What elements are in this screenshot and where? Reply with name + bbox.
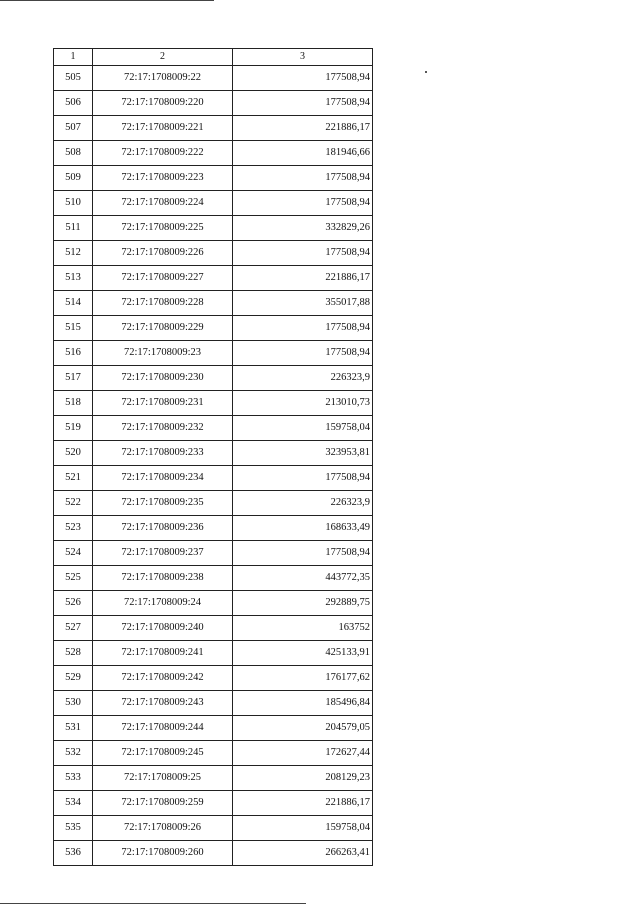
bottom-scan-rule <box>0 903 306 904</box>
value-cell: 172627,44 <box>233 741 373 766</box>
value-cell: 226323,9 <box>233 366 373 391</box>
table-row <box>54 191 373 216</box>
row-number-cell: 515 <box>54 316 93 341</box>
value-cell: 181946,66 <box>233 141 373 166</box>
cadastral-number-cell: 72:17:1708009:236 <box>93 516 233 541</box>
table-row <box>54 691 373 716</box>
cadastral-number-cell: 72:17:1708009:220 <box>93 91 233 116</box>
table-header <box>54 49 373 66</box>
value-cell: 163752 <box>233 616 373 641</box>
value-cell: 177508,94 <box>233 191 373 216</box>
table-row <box>54 316 373 341</box>
value-cell: 177508,94 <box>233 466 373 491</box>
cadastral-number-cell: 72:17:1708009:223 <box>93 166 233 191</box>
value-cell: 226323,9 <box>233 491 373 516</box>
cadastral-number-cell: 72:17:1708009:227 <box>93 266 233 291</box>
value-cell: 443772,35 <box>233 566 373 591</box>
table-row <box>54 366 373 391</box>
cadastral-number-cell: 72:17:1708009:231 <box>93 391 233 416</box>
row-number-cell: 510 <box>54 191 93 216</box>
cadastral-number-cell: 72:17:1708009:222 <box>93 141 233 166</box>
row-number-cell: 520 <box>54 441 93 466</box>
table-row <box>54 91 373 116</box>
row-number-cell: 529 <box>54 666 93 691</box>
value-cell: 168633,49 <box>233 516 373 541</box>
row-number-cell: 532 <box>54 741 93 766</box>
table-row <box>54 466 373 491</box>
table-row <box>54 766 373 791</box>
value-cell: 292889,75 <box>233 591 373 616</box>
row-number-cell: 505 <box>54 66 93 91</box>
value-cell: 221886,17 <box>233 791 373 816</box>
row-number-cell: 509 <box>54 166 93 191</box>
table-row <box>54 416 373 441</box>
row-number-cell: 522 <box>54 491 93 516</box>
table-row <box>54 641 373 666</box>
value-cell: 177508,94 <box>233 66 373 91</box>
table-row <box>54 291 373 316</box>
row-number-cell: 508 <box>54 141 93 166</box>
cadastral-number-cell: 72:17:1708009:229 <box>93 316 233 341</box>
table-row <box>54 391 373 416</box>
row-number-cell: 516 <box>54 341 93 366</box>
row-number-cell: 536 <box>54 841 93 866</box>
value-cell: 208129,23 <box>233 766 373 791</box>
table-row <box>54 841 373 866</box>
value-cell: 221886,17 <box>233 266 373 291</box>
cadastral-number-cell: 72:17:1708009:244 <box>93 716 233 741</box>
cadastral-number-cell: 72:17:1708009:260 <box>93 841 233 866</box>
table-row <box>54 141 373 166</box>
table-row <box>54 666 373 691</box>
row-number-cell: 514 <box>54 291 93 316</box>
cadastral-number-cell: 72:17:1708009:259 <box>93 791 233 816</box>
value-cell: 221886,17 <box>233 116 373 141</box>
value-cell: 185496,84 <box>233 691 373 716</box>
cadastral-number-cell: 72:17:1708009:243 <box>93 691 233 716</box>
table-row <box>54 516 373 541</box>
value-cell: 332829,26 <box>233 216 373 241</box>
value-cell: 159758,04 <box>233 416 373 441</box>
top-scan-rule <box>0 0 214 1</box>
table-row <box>54 566 373 591</box>
cadastral-number-cell: 72:17:1708009:233 <box>93 441 233 466</box>
table-row <box>54 441 373 466</box>
row-number-cell: 526 <box>54 591 93 616</box>
row-number-cell: 527 <box>54 616 93 641</box>
row-number-cell: 528 <box>54 641 93 666</box>
value-cell: 177508,94 <box>233 316 373 341</box>
column-header-3: 3 <box>233 49 373 66</box>
cadastral-number-cell: 72:17:1708009:25 <box>93 766 233 791</box>
value-cell: 177508,94 <box>233 341 373 366</box>
table-row <box>54 66 373 91</box>
cadastral-number-cell: 72:17:1708009:237 <box>93 541 233 566</box>
table-row <box>54 241 373 266</box>
cadastral-number-cell: 72:17:1708009:26 <box>93 816 233 841</box>
row-number-cell: 525 <box>54 566 93 591</box>
value-cell: 213010,73 <box>233 391 373 416</box>
row-number-cell: 534 <box>54 791 93 816</box>
row-number-cell: 535 <box>54 816 93 841</box>
table-row <box>54 541 373 566</box>
cadastral-number-cell: 72:17:1708009:245 <box>93 741 233 766</box>
cadastral-value-table <box>53 48 373 866</box>
table-row <box>54 266 373 291</box>
row-number-cell: 512 <box>54 241 93 266</box>
row-number-cell: 524 <box>54 541 93 566</box>
value-cell: 323953,81 <box>233 441 373 466</box>
cadastral-number-cell: 72:17:1708009:230 <box>93 366 233 391</box>
cadastral-number-cell: 72:17:1708009:235 <box>93 491 233 516</box>
row-number-cell: 521 <box>54 466 93 491</box>
column-header-1: 1 <box>54 49 93 66</box>
cadastral-number-cell: 72:17:1708009:226 <box>93 241 233 266</box>
table-row <box>54 791 373 816</box>
cadastral-number-cell: 72:17:1708009:242 <box>93 666 233 691</box>
row-number-cell: 533 <box>54 766 93 791</box>
value-cell: 204579,05 <box>233 716 373 741</box>
table-body <box>54 66 373 866</box>
cadastral-number-cell: 72:17:1708009:221 <box>93 116 233 141</box>
cadastral-number-cell: 72:17:1708009:241 <box>93 641 233 666</box>
header-row <box>54 49 373 66</box>
table-row <box>54 816 373 841</box>
row-number-cell: 511 <box>54 216 93 241</box>
table-row <box>54 216 373 241</box>
table-row <box>54 716 373 741</box>
table-row <box>54 491 373 516</box>
value-cell: 177508,94 <box>233 166 373 191</box>
cadastral-number-cell: 72:17:1708009:224 <box>93 191 233 216</box>
cadastral-number-cell: 72:17:1708009:225 <box>93 216 233 241</box>
row-number-cell: 507 <box>54 116 93 141</box>
table-row <box>54 741 373 766</box>
row-number-cell: 506 <box>54 91 93 116</box>
value-cell: 425133,91 <box>233 641 373 666</box>
column-header-2: 2 <box>93 49 233 66</box>
row-number-cell: 513 <box>54 266 93 291</box>
table-row <box>54 166 373 191</box>
value-cell: 177508,94 <box>233 91 373 116</box>
cadastral-number-cell: 72:17:1708009:240 <box>93 616 233 641</box>
value-cell: 266263,41 <box>233 841 373 866</box>
stray-mark <box>425 71 427 73</box>
cadastral-number-cell: 72:17:1708009:24 <box>93 591 233 616</box>
cadastral-number-cell: 72:17:1708009:22 <box>93 66 233 91</box>
row-number-cell: 523 <box>54 516 93 541</box>
value-cell: 177508,94 <box>233 541 373 566</box>
cadastral-number-cell: 72:17:1708009:23 <box>93 341 233 366</box>
value-cell: 159758,04 <box>233 816 373 841</box>
cadastral-number-cell: 72:17:1708009:234 <box>93 466 233 491</box>
row-number-cell: 518 <box>54 391 93 416</box>
row-number-cell: 531 <box>54 716 93 741</box>
value-cell: 176177,62 <box>233 666 373 691</box>
table-row <box>54 116 373 141</box>
row-number-cell: 517 <box>54 366 93 391</box>
row-number-cell: 519 <box>54 416 93 441</box>
table-row <box>54 591 373 616</box>
value-cell: 355017,88 <box>233 291 373 316</box>
cadastral-number-cell: 72:17:1708009:228 <box>93 291 233 316</box>
row-number-cell: 530 <box>54 691 93 716</box>
table-row <box>54 616 373 641</box>
value-cell: 177508,94 <box>233 241 373 266</box>
cadastral-number-cell: 72:17:1708009:232 <box>93 416 233 441</box>
cadastral-number-cell: 72:17:1708009:238 <box>93 566 233 591</box>
table-row <box>54 341 373 366</box>
